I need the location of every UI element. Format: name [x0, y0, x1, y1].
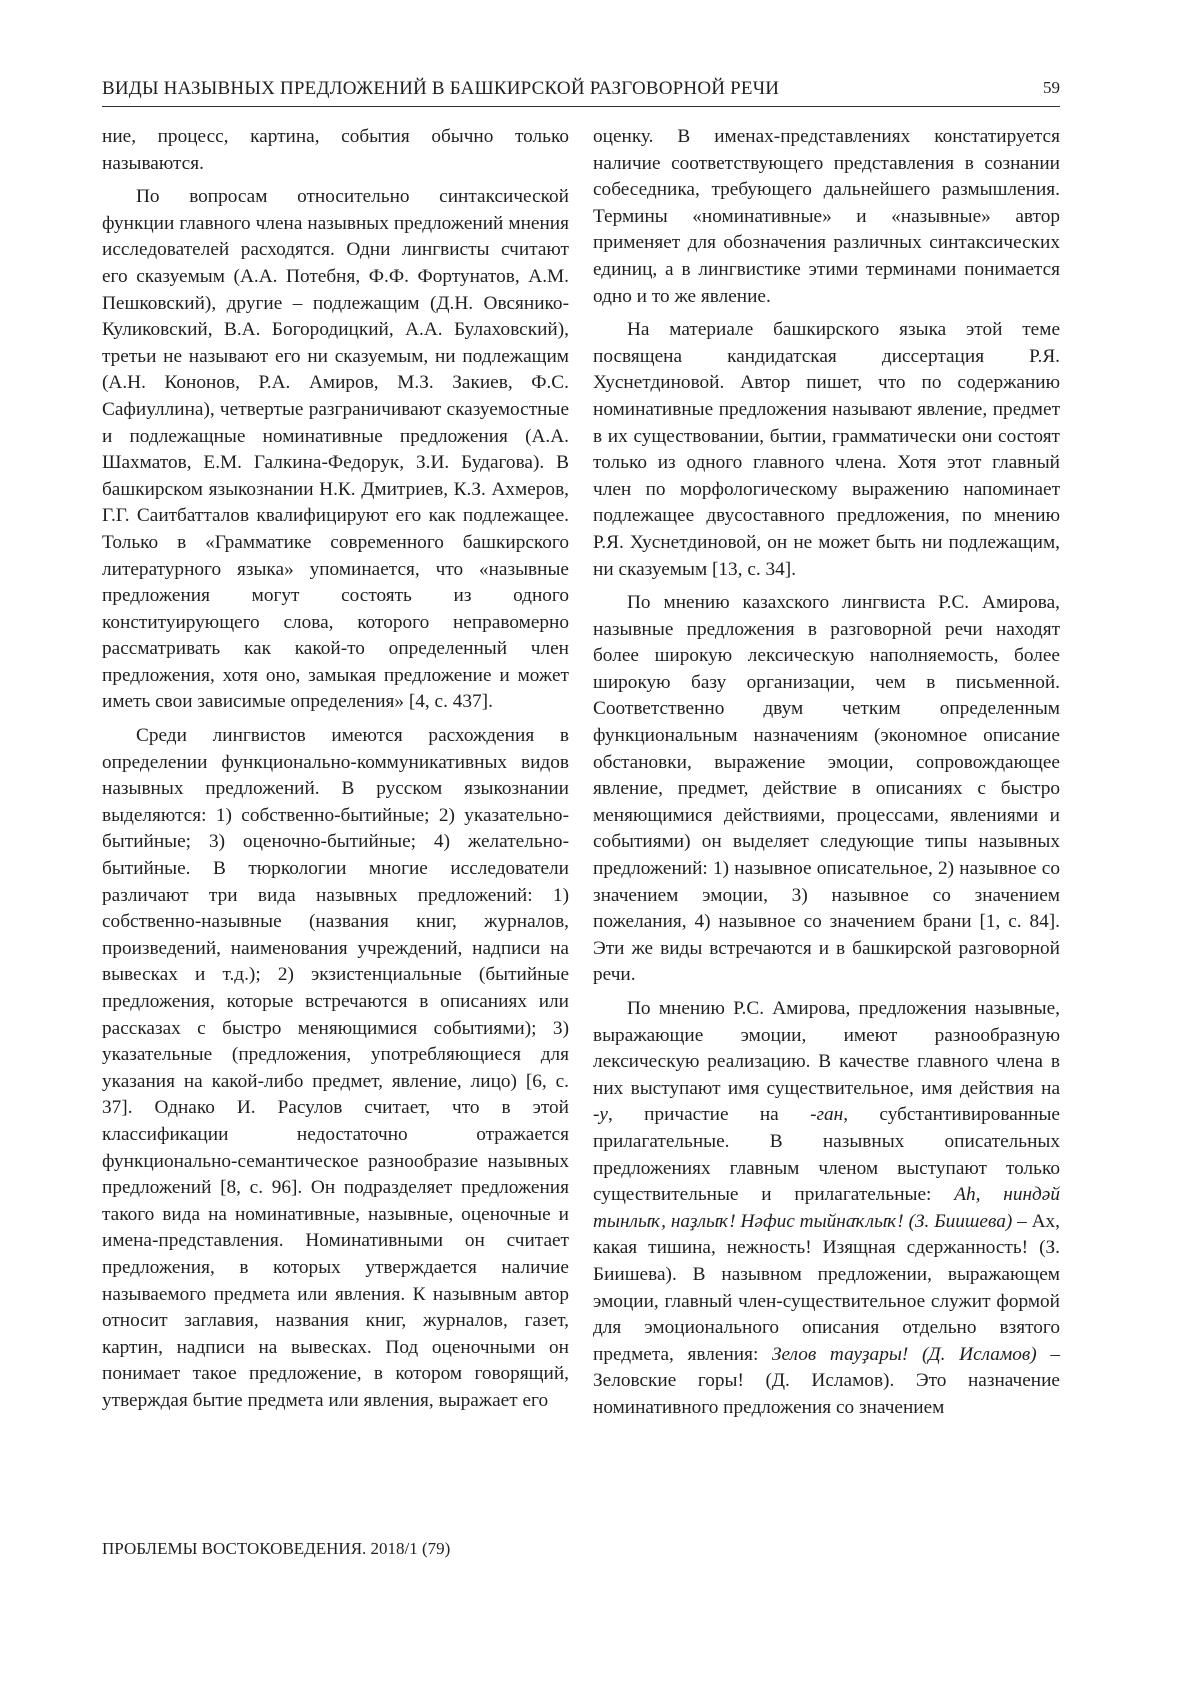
right-column [593, 124, 1060, 1422]
italic-suffix: -ган [810, 1104, 844, 1126]
paragraph: На материале башкирского языка этой теме посвящена кандидатская диссертация Р.Я. Хуснетдиновой. Автор пишет, что по содержанию номинативные предложения называют явление, предмет в их существовании, бытии, грамматически они состоят только из одного главного члена. Хотя этот главный член по морфологическому выражению напоминает подлежащее двусоставного предложения, по мнению Р.Я. Хуснетдиновой, он не может быть ни подлежащим, ни сказуемым [13, с. 34]. [593, 319, 1060, 580]
text-run: – Зеловские горы! (Д. Исламов). Это назначение номинативного предложения со значением [593, 1343, 1060, 1418]
paragraph: По мнению казахского лингвиста Р.С. Амирова, назывные предложения в разговорной речи находят более широкую лексическую наполняемость, более широкую базу организации, чем в письменной. Соответственно двум четким определенным функциональным назначениям (экономное описание обстановки, выражение эмоции, сопровождающее явление, предмет, действие в описаниях с быстро меняющимися действиями, процессами, явлениями и событиями) он выделяет следующие типы назывных предложений: 1) назывное описательное, 2) назывное со значением эмоции, 3) назывное со значением пожелания, 4) назывное со значением брани [1, с. 84]. Эти же виды встречаются и в башкирской разговорной речи. [593, 592, 1060, 986]
text-run: – Ах, какая тишина, нежность! Изящная сдержанность! (З. Биишева). В назывном предложении, выражающем эмоции, главный член-существительное служит формой для эмоционального описания отдельно взятого предмета, явления: [593, 1210, 1060, 1365]
paragraph: оценку. В именах-представлениях констатируется наличие соответствующего представления в сознании собеседника, требующего дальнейшего размышления. Термины «номинативные» и «назывные» автор применяет для обозначения различных синтаксических единиц, а в лингвистике этими терминами понимается одно и то же явление. [593, 126, 1060, 307]
paragraph: По вопросам относительно синтаксической функции главного члена назывных предложений мнения исследователей расходятся. Одни лингвисты считают его сказуемым (А.А. Потебня, Ф.Ф. Фортунатов, А.М. Пешковский), другие – подлежащим (Д.Н. Овсянико-Куликовский, В.А. Богородицкий, А.А. Булаховский), третьи не называют его ни сказуемым, ни подлежащим (А.Н. Кононов, Р.А. Амиров, М.З. Закиев, Ф.С. Сафиуллина), четвертые разграничивают сказуемостные и подлежащные номинативные предложения (А.А. Шахматов, Е.М. Галкина-Федорук, З.И. Будагова). В башкирском языкознании Н.К. Дмитриев, К.З. Ахмеров, Г.Г. Саитбатталов квалифицируют его как подлежащее. Только в «Грамматике современного башкирского литературного языка» упоминается, что «назывные предложения могут состоять из одного конституирующего слова, которого неправомерно рассматривать как какой-то определенный член предложения, хотя оно, замыкая предложение и может иметь свои зависимые определения» [4, с. 437]. [102, 186, 569, 713]
italic-example: Зелов тауҙары! (Д. Исламов) [771, 1343, 1037, 1365]
paragraph: Среди лингвистов имеются расхождения в определении функционально-коммуникативных видов назывных предложений. В русском языкознании выделяются: 1) собственно-бытийные; 2) указательно-бытийные; 3) оценочно-бытийные; 4) желательно-бытийные. В тюркологии многие исследователи различают три вида назывных предложений: 1) собственно-назывные (названия книг, журналов, произведений, наименования учреждений, надписи на вывесках и т.д.); 2) экзистенциальные (бытийные предложения, которые встречаются в описаниях или рассказах с быстро меняющимися событиями); 3) указательные (предложения, употребляющиеся для указания на какой-либо предмет, явление, лицо) [6, с. 37]. Однако И. Расулов считает, что в этой классификации недостаточно отражается функционально-семантическое разнообразие назывных предложений [8, с. 96]. Он подразделяет предложения такого вида на номинативные, назывные, оценочные и имена-представления. Номинативными он считает предложения, в которых утверждается наличие называемого предмета или явления. К назывным автор относит заглавия, названия книг, журналов, газет, картин, надписи на вывесках. Под оценочными он понимает такое предложение, в котором говорящий, утверждая бытие предмета или явления, выражает его [102, 725, 569, 1411]
text-run: , причастие на [607, 1104, 811, 1126]
page-header [102, 76, 1060, 107]
page-number: 59 [1043, 78, 1060, 97]
paragraph: ние, процесс, картина, события обычно только называются. [102, 126, 569, 174]
running-title: ВИДЫ НАЗЫВНЫХ ПРЕДЛОЖЕНИЙ В БАШКИРСКОЙ РАЗГОВОРНОЙ РЕЧИ [102, 78, 780, 99]
text-run: , субстантивированные прилагательные. В назывных описательных предложениях главным членом выступают только существительные и прилагательные: [593, 1104, 1060, 1206]
text-run: По мнению Р.С. Амирова, предложения назывные, выражающие эмоции, имеют разнообразную лексическую реализацию. В качестве главного члена в них выступают имя существительное, имя действия на [593, 998, 1060, 1099]
left-column [102, 124, 569, 1415]
italic-suffix: -у [593, 1104, 608, 1126]
italic-example: Аһ, ниндәй тынлыҡ, наҙлыҡ! Нәфис тыйнаҡлыҡ! (З. Биишева) [593, 1184, 1060, 1232]
paragraph [593, 996, 1060, 1422]
journal-footer: ПРОБЛЕМЫ ВОСТОКОВЕДЕНИЯ. 2018/1 (79) [102, 1539, 451, 1558]
